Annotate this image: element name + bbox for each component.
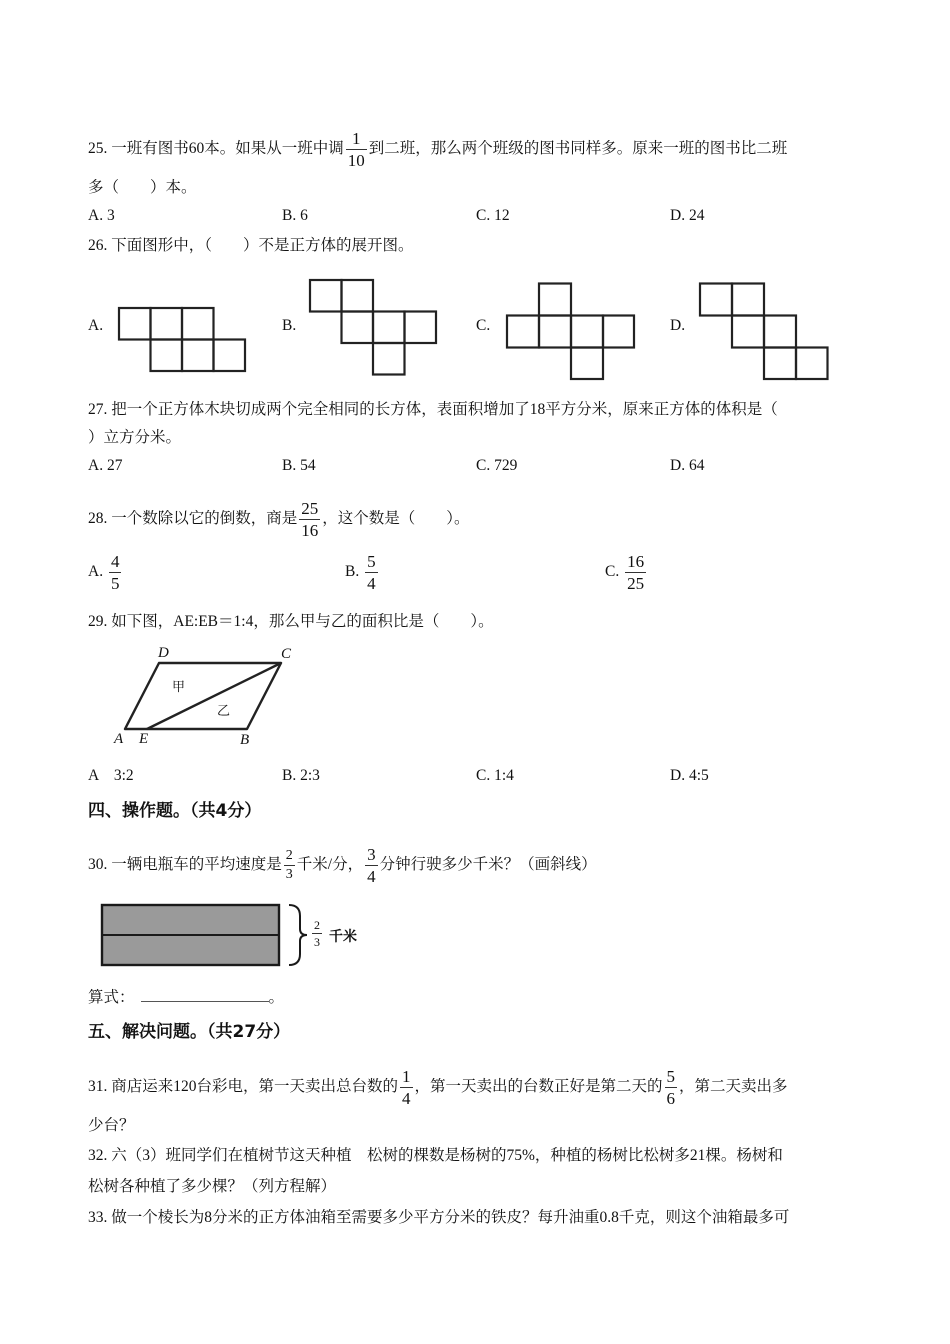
q25-option-b[interactable]: B. 6 xyxy=(282,207,308,224)
vertex-label-b: B xyxy=(240,732,250,748)
figure-unit-label: 千米 xyxy=(329,929,357,945)
q27-number: 27. xyxy=(88,401,108,418)
q26-option-a-label[interactable]: A. xyxy=(88,317,104,334)
q31-fraction-2: $\frac{5}{6}$ xyxy=(666,1067,676,1108)
q31-fraction-1: $\frac{1}{4}$ xyxy=(402,1067,411,1108)
section-5-heading: 五、解决问题。（共27分） xyxy=(88,1022,291,1042)
q28-option-b-fraction: $\frac{5}{4}$ xyxy=(367,552,376,593)
q27-stem: 27. 把一个正方体木块切成两个完全相同的长方体，表面积增加了18平方分米，原来正方体的体积是（ xyxy=(88,401,778,418)
q30-formula: 算式： 。 xyxy=(88,989,285,1006)
q33-stem: 33. 做一个棱长为8分米的正方体油箱至需要多少平方分米的铁皮？每升油重0.8千克，则这个油箱最多可 xyxy=(88,1209,790,1226)
q31-stem-line2: 少台？ xyxy=(88,1117,135,1134)
q29-stem: 29. 如下图，AE:EB＝1:4，那么甲与乙的面积比是（ ）。 xyxy=(88,613,494,630)
q29-option-b[interactable]: B. 2:3 xyxy=(282,767,320,784)
q26-option-d-label[interactable]: D. xyxy=(670,317,686,334)
q27-option-b[interactable]: B. 54 xyxy=(282,457,316,474)
q28-option-c[interactable]: C. $\frac{16}{25}$ xyxy=(605,552,645,593)
q25-option-a[interactable]: A. 3 xyxy=(88,207,115,224)
q31-number: 31. xyxy=(88,1078,108,1096)
q32-stem-line2: 松树各种植了多少棵？（列方程解） xyxy=(88,1178,337,1195)
figure-fraction: $\frac{2}{3}$ xyxy=(314,918,320,949)
q25-option-c[interactable]: C. 12 xyxy=(476,207,510,224)
q29-number: 29. xyxy=(88,613,108,630)
q31-stem: 31. 商店运来120台彩电，第一天卖出总台数的 $\frac{1}{4}$ ，第一天卖出的台数正好是第二天的 $\frac{5}{6}$ ，第二天卖出多 xyxy=(88,1067,788,1108)
vertex-label-a: A xyxy=(114,731,124,747)
region-label-yi: 乙 xyxy=(217,704,231,719)
vertex-label-e: E xyxy=(139,731,149,747)
q30-number: 30. xyxy=(88,856,108,874)
q25-fraction: $\frac{1}{10}$ xyxy=(347,129,365,170)
region-label-jia: 甲 xyxy=(172,680,186,695)
q25-option-d[interactable]: D. 24 xyxy=(670,207,705,224)
q28-option-b[interactable]: B. $\frac{5}{4}$ xyxy=(345,552,376,593)
q27-option-a[interactable]: A. 27 xyxy=(88,457,123,474)
q25-number: 25. xyxy=(88,140,108,158)
q26-stem: 26. 下面图形中，（ ）不是正方体的展开图。 xyxy=(88,237,414,254)
q30-fraction-speed: $\frac{2}{3}$ xyxy=(285,848,293,882)
q26-number: 26. xyxy=(88,237,108,254)
q28-stem: 28. 一个数除以它的倒数，商是 $\frac{25}{16}$ ，这个数是（ ）。 xyxy=(88,499,470,540)
q26-option-b-label[interactable]: B. xyxy=(282,317,297,334)
q30-fraction-time: $\frac{3}{4}$ xyxy=(367,845,376,886)
section-4-heading: 四、操作题。（共4分） xyxy=(88,801,262,821)
q25-stem-line2: 多（ ）本。 xyxy=(88,179,197,196)
q29-option-c[interactable]: C. 1:4 xyxy=(476,767,514,784)
q28-number: 28. xyxy=(88,510,108,528)
q26-option-c-label[interactable]: C. xyxy=(476,317,491,334)
q33-number: 33. xyxy=(88,1209,108,1226)
formula-answer-blank[interactable] xyxy=(141,987,269,1002)
q25-stem: 25. 一班有图书60本。如果从一班中调 $\frac{1}{10}$ 到二班，那么两个班级的图书同样多。原来一班的图书比二班 xyxy=(88,129,788,170)
q30-stem: 30. 一辆电瓶车的平均速度是 $\frac{2}{3}$ 千米/分， $\frac{3}{4}$ 分钟行驶多少千米？（画斜线） xyxy=(88,845,597,886)
q28-option-a[interactable]: A. $\frac{4}{5}$ xyxy=(88,552,120,593)
q28-fraction: $\frac{25}{16}$ xyxy=(301,499,319,540)
q27-option-c[interactable]: C. 729 xyxy=(476,457,518,474)
vertex-label-c: C xyxy=(281,646,292,662)
q32-number: 32. xyxy=(88,1147,108,1164)
q32-stem: 32. 六（3）班同学们在植树节这天种植 松树的棵数是杨树的75%，种植的杨树比松树多21棵。杨树和 xyxy=(88,1147,783,1164)
q27-option-d[interactable]: D. 64 xyxy=(670,457,705,474)
q29-option-a[interactable]: A 3:2 xyxy=(88,767,134,784)
q29-option-d[interactable]: D. 4:5 xyxy=(670,767,709,784)
vertex-label-d: D xyxy=(158,645,169,661)
q28-option-c-fraction: $\frac{16}{25}$ xyxy=(627,552,645,593)
q28-option-a-fraction: $\frac{4}{5}$ xyxy=(110,552,120,593)
q27-stem-line2: ）立方分米。 xyxy=(88,429,182,446)
